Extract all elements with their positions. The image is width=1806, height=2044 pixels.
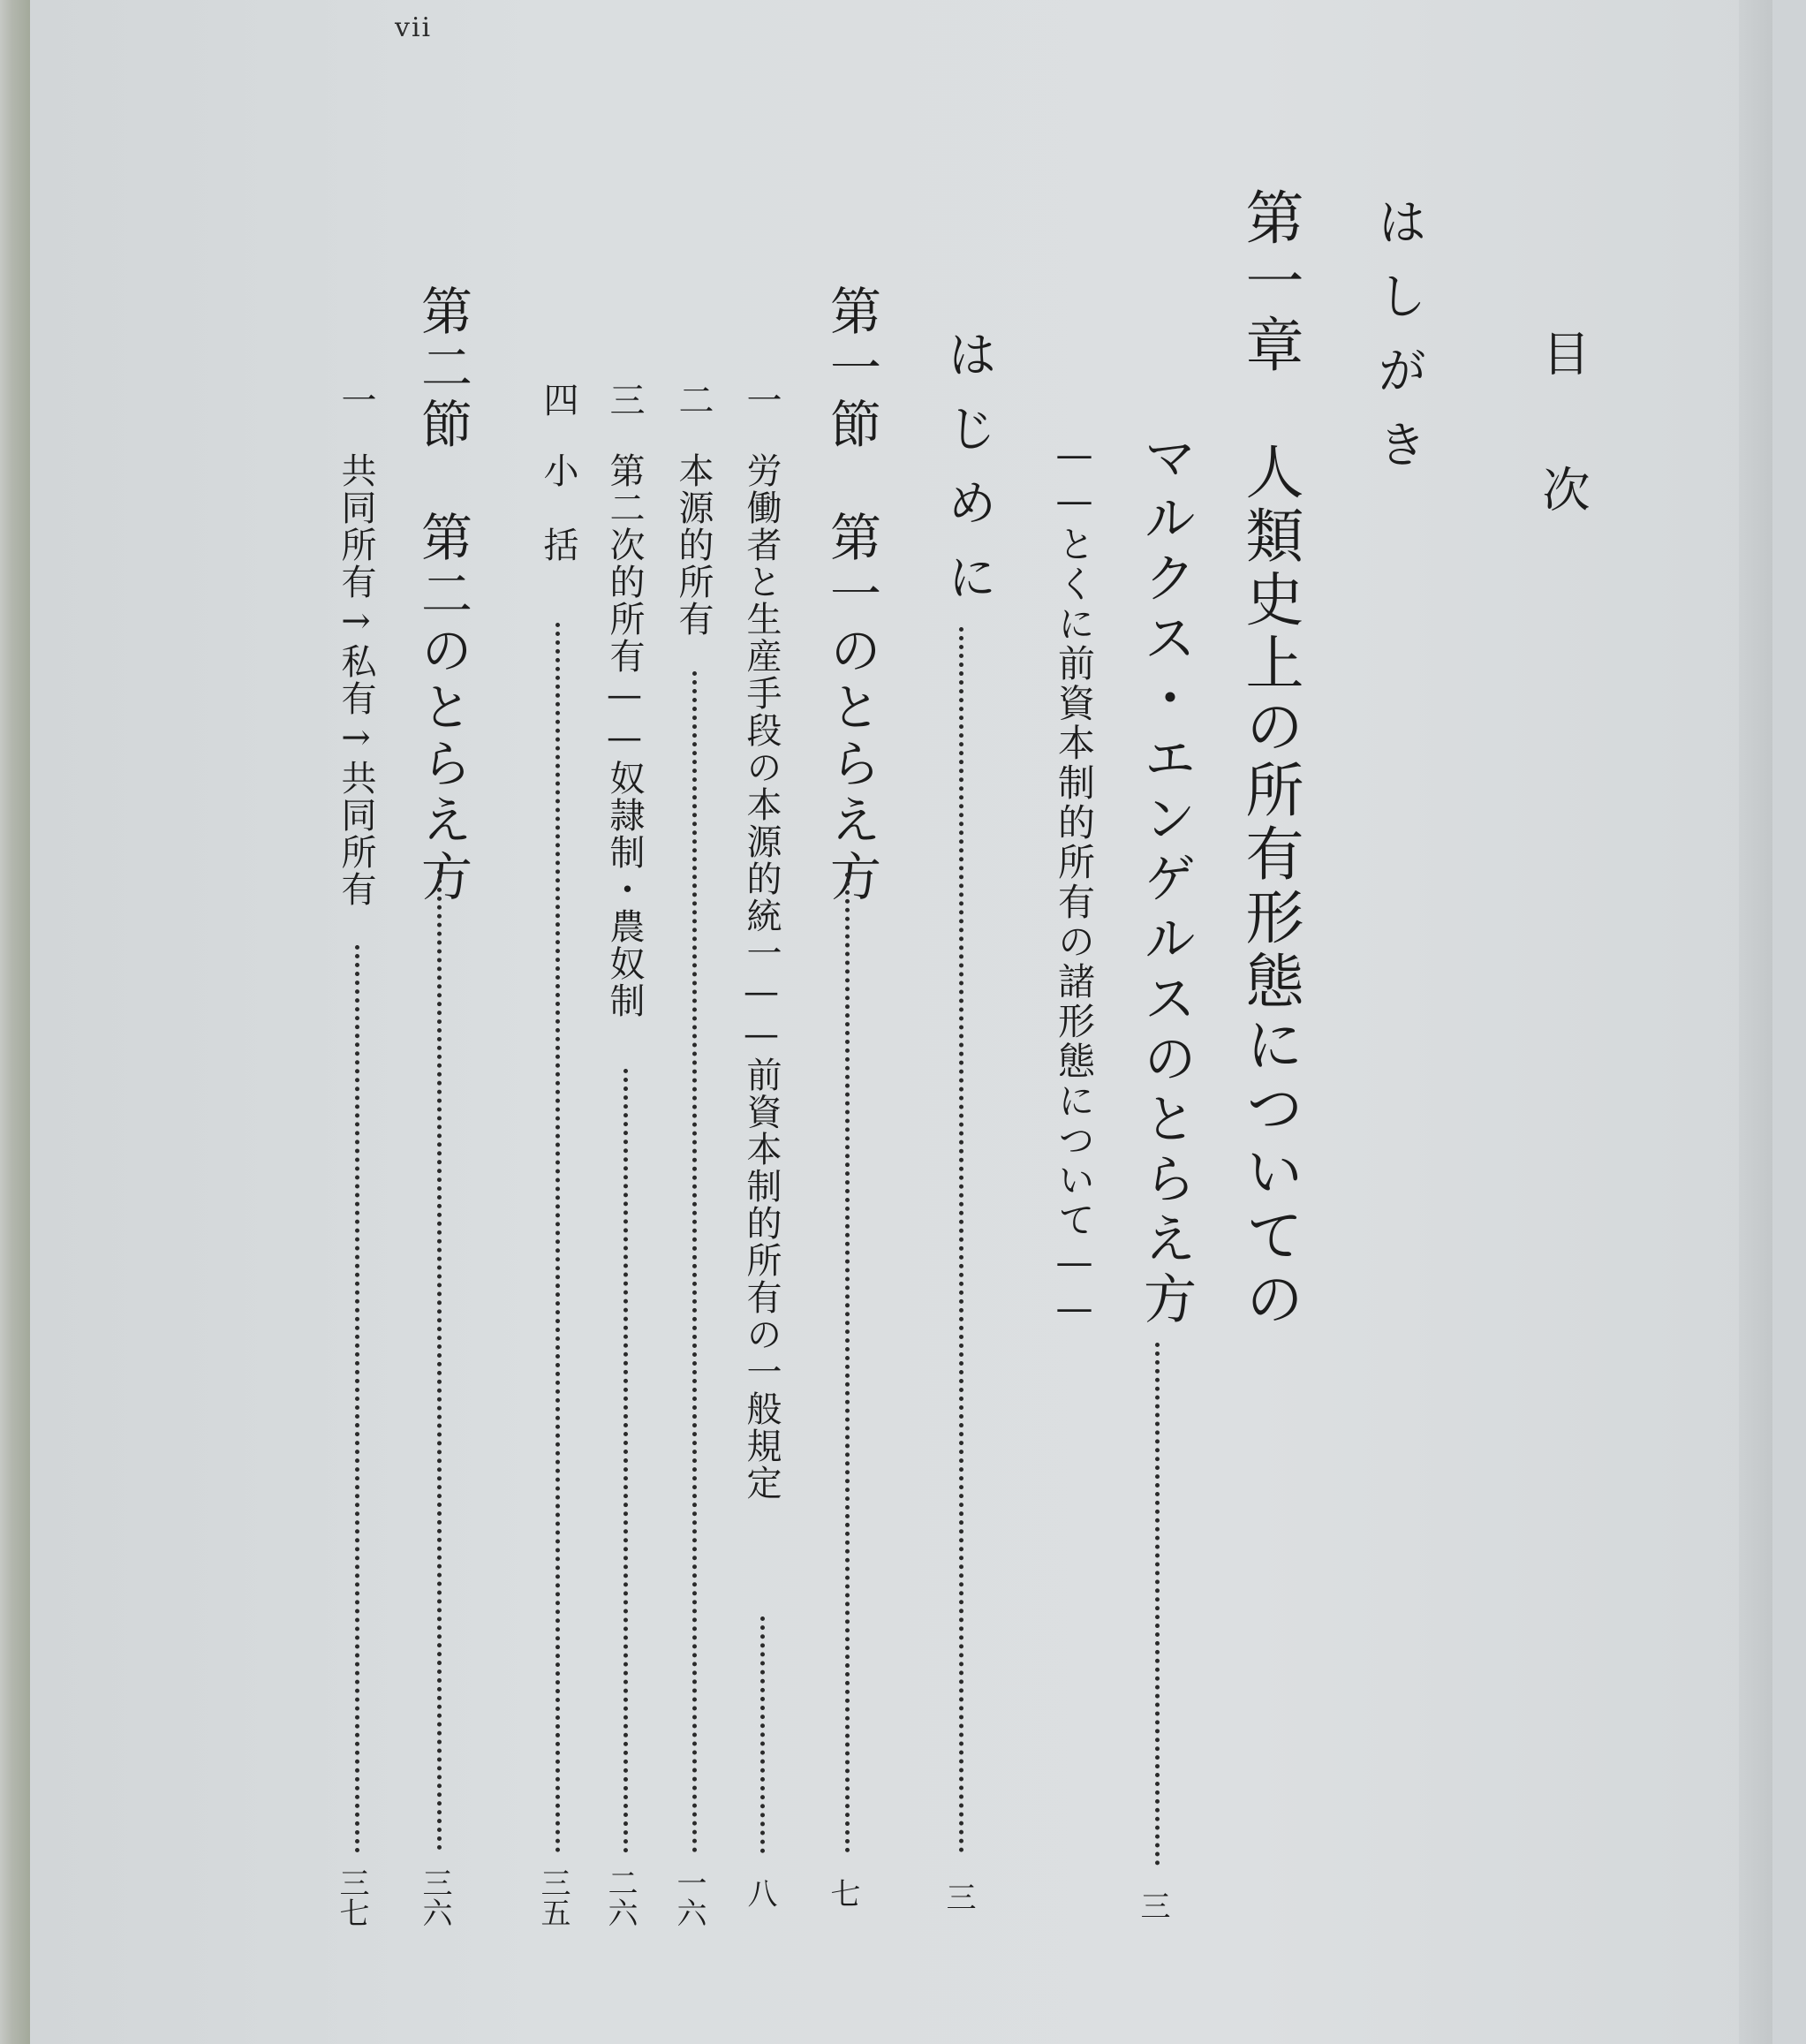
section-2-heading[interactable]: 第二節 第二のとらえ方 [412, 284, 472, 906]
page-edge-shadow [1739, 0, 1772, 2044]
s2-item-1-leader [355, 945, 359, 1853]
s2-item-1-page: 三七 [334, 1867, 369, 1927]
item-number: 三 [604, 382, 645, 417]
section-1-item-2[interactable]: 本源的所有 [673, 452, 714, 638]
toc-entry-hashigaki[interactable]: はしがき [1370, 196, 1427, 493]
section-1-item-4[interactable]: 小 括 [538, 452, 578, 564]
section-1-leader [845, 873, 850, 1853]
item-2-page: 一六 [671, 1867, 707, 1927]
section-1-item-1[interactable]: 労働者と生産手段の本源的統一——前資本制的所有の一般規定 [741, 452, 782, 1502]
item-3-leader [623, 1069, 628, 1853]
item-2-leader [692, 671, 697, 1853]
section-2-leader [437, 870, 442, 1851]
toc-entry-hajimeni[interactable]: はじめに [940, 329, 997, 625]
hajimeni-page: 三 [941, 1881, 976, 1912]
chapter-1-heading-line2: マルクス・エンゲルスのとらえ方 [1135, 430, 1197, 1331]
item-4-page: 三五 [535, 1867, 571, 1927]
chapter-1-page: 三 [1135, 1890, 1170, 1920]
item-number: 二 [673, 382, 714, 417]
section-1-item-3[interactable]: 第二次的所有——奴隷制・農奴制 [604, 452, 645, 1019]
item-4-leader [555, 623, 560, 1853]
item-number: 一 [336, 382, 376, 417]
item-number: 四 [538, 382, 578, 417]
chapter-1-subtitle: ——とくに前資本制的所有の諸形態について—— [1053, 433, 1096, 1332]
hajimeni-leader [959, 627, 963, 1853]
section-2-page: 三六 [417, 1867, 452, 1927]
chapter-1-heading[interactable]: 第一章 人類史上の所有形態についての [1235, 187, 1303, 1332]
item-3-page: 二六 [602, 1867, 638, 1927]
section-1-page: 七 [825, 1878, 860, 1908]
item-1-page: 八 [742, 1878, 777, 1908]
toc-title: 目次 [1535, 329, 1591, 601]
page-number: vii [395, 12, 433, 43]
section-2-item-1[interactable]: 共同所有→私有→共同所有 [336, 452, 376, 908]
section-1-heading[interactable]: 第一節 第一のとらえ方 [821, 284, 881, 906]
book-page [30, 0, 1772, 2044]
item-1-leader [760, 1616, 765, 1853]
item-number: 一 [741, 382, 782, 417]
book-spine-edge [0, 0, 30, 2044]
chapter-1-leader [1155, 1343, 1160, 1866]
